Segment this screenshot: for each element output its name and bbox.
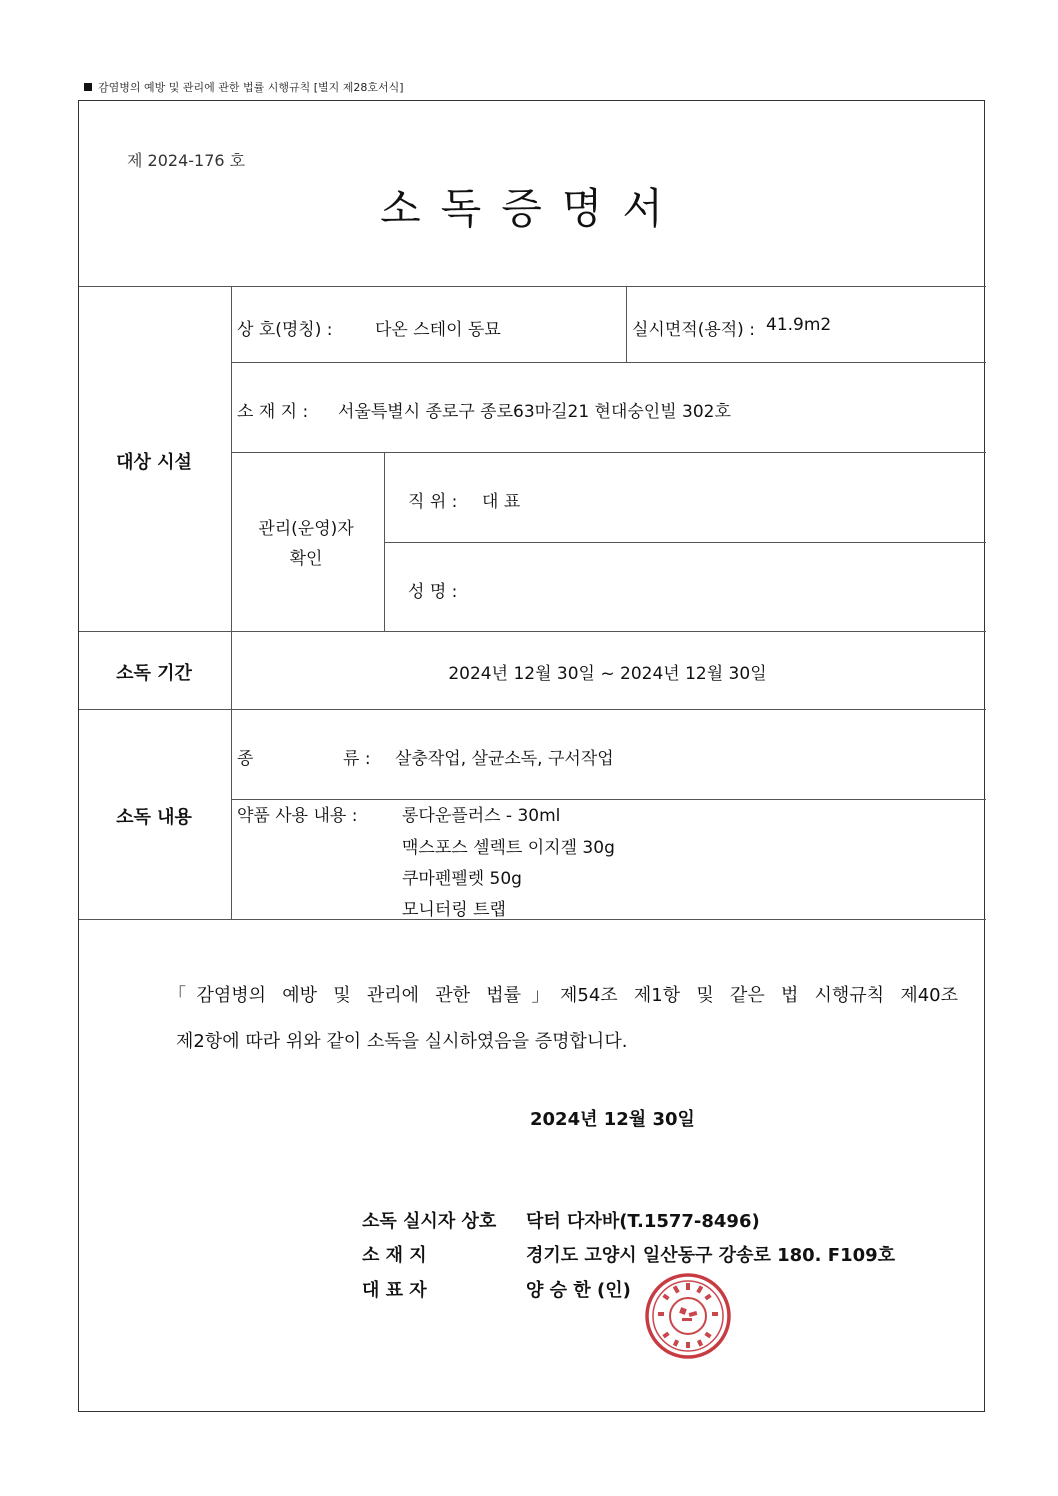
company-value: 닥터 다자바(T.1577-8496) (526, 1211, 760, 1232)
position-value: 대 표 (482, 492, 521, 512)
rule-facility-bottom (79, 631, 986, 632)
business-name-label: 상 호(명칭) : (237, 320, 333, 340)
rule-title-bottom (79, 286, 986, 287)
rule-period-bottom (79, 709, 986, 710)
facility-address-label: 소 재 지 : (237, 402, 309, 422)
business-name-value: 다온 스테이 동묘 (375, 320, 501, 340)
period-value: 2024년 12월 30일 ~ 2024년 12월 30일 (448, 664, 767, 684)
area-label: 실시면적(용적) : (632, 320, 755, 340)
statement-line1: 「감염병의 예방 및 관리에 관한 법률」제54조 제1항 및 같은 법 시행규칙 제40조 (168, 985, 958, 1006)
company-seal-icon (644, 1272, 732, 1360)
manager-label-line1: 관리(운영)자 (258, 519, 354, 539)
rule-label-column (231, 286, 232, 919)
rule-name-bottom (231, 362, 986, 363)
chemicals-label: 약품 사용 내용 : (237, 806, 358, 826)
statement-line2: 제2항에 따라 위와 같이 소독을 실시하였음을 증명합니다. (176, 1031, 628, 1052)
rule-address-bottom (231, 452, 986, 453)
period-row-label: 소독 기간 (116, 663, 192, 684)
document-number: 제 2024-176 호 (127, 151, 246, 170)
form-label: 감염병의 예방 및 관리에 관한 법률 시행규칙 [별지 제28호서식] (84, 79, 404, 95)
rule-type-bottom (231, 799, 986, 800)
square-bullet-icon (84, 83, 92, 91)
manager-label-line2: 확인 (289, 549, 323, 569)
content-row-label: 소독 내용 (116, 807, 192, 828)
rule-area-column (626, 286, 627, 362)
page-title: 소독증명서 (380, 184, 683, 233)
statement-date: 2024년 12월 30일 (530, 1109, 695, 1130)
chemical-item: 맥스포스 셀렉트 이지겔 30g (402, 838, 615, 858)
rule-content-bottom (79, 919, 986, 920)
manager-name-label: 성 명 : (408, 582, 458, 602)
facility-row-label: 대상 시설 (116, 452, 192, 473)
chemical-item: 롱다운플러스 - 30ml (402, 806, 561, 826)
position-label: 직 위 : (408, 492, 458, 512)
chemical-item: 쿠마펜펠렛 50g (402, 869, 522, 889)
rule-manager-column (384, 452, 385, 631)
representative-label: 대 표 자 (362, 1280, 427, 1301)
representative-value: 양 승 한 (인) (526, 1280, 631, 1301)
area-value: 41.9m2 (766, 315, 832, 335)
facility-address-value: 서울특별시 종로구 종로63마길21 현대숭인빌 302호 (338, 402, 731, 422)
type-label-b: 류 : (343, 749, 371, 769)
signatory-address-value: 경기도 고양시 일산동구 강송로 180. F109호 (526, 1245, 896, 1266)
type-label-a: 종 (237, 749, 254, 769)
signatory-address-label: 소 재 지 (362, 1245, 427, 1266)
rule-position-bottom (384, 542, 986, 543)
company-label: 소독 실시자 상호 (362, 1211, 497, 1232)
chemical-item: 모니터링 트랩 (402, 900, 506, 920)
manager-label (230, 514, 382, 574)
type-value: 살충작업, 살균소독, 구서작업 (395, 749, 614, 769)
